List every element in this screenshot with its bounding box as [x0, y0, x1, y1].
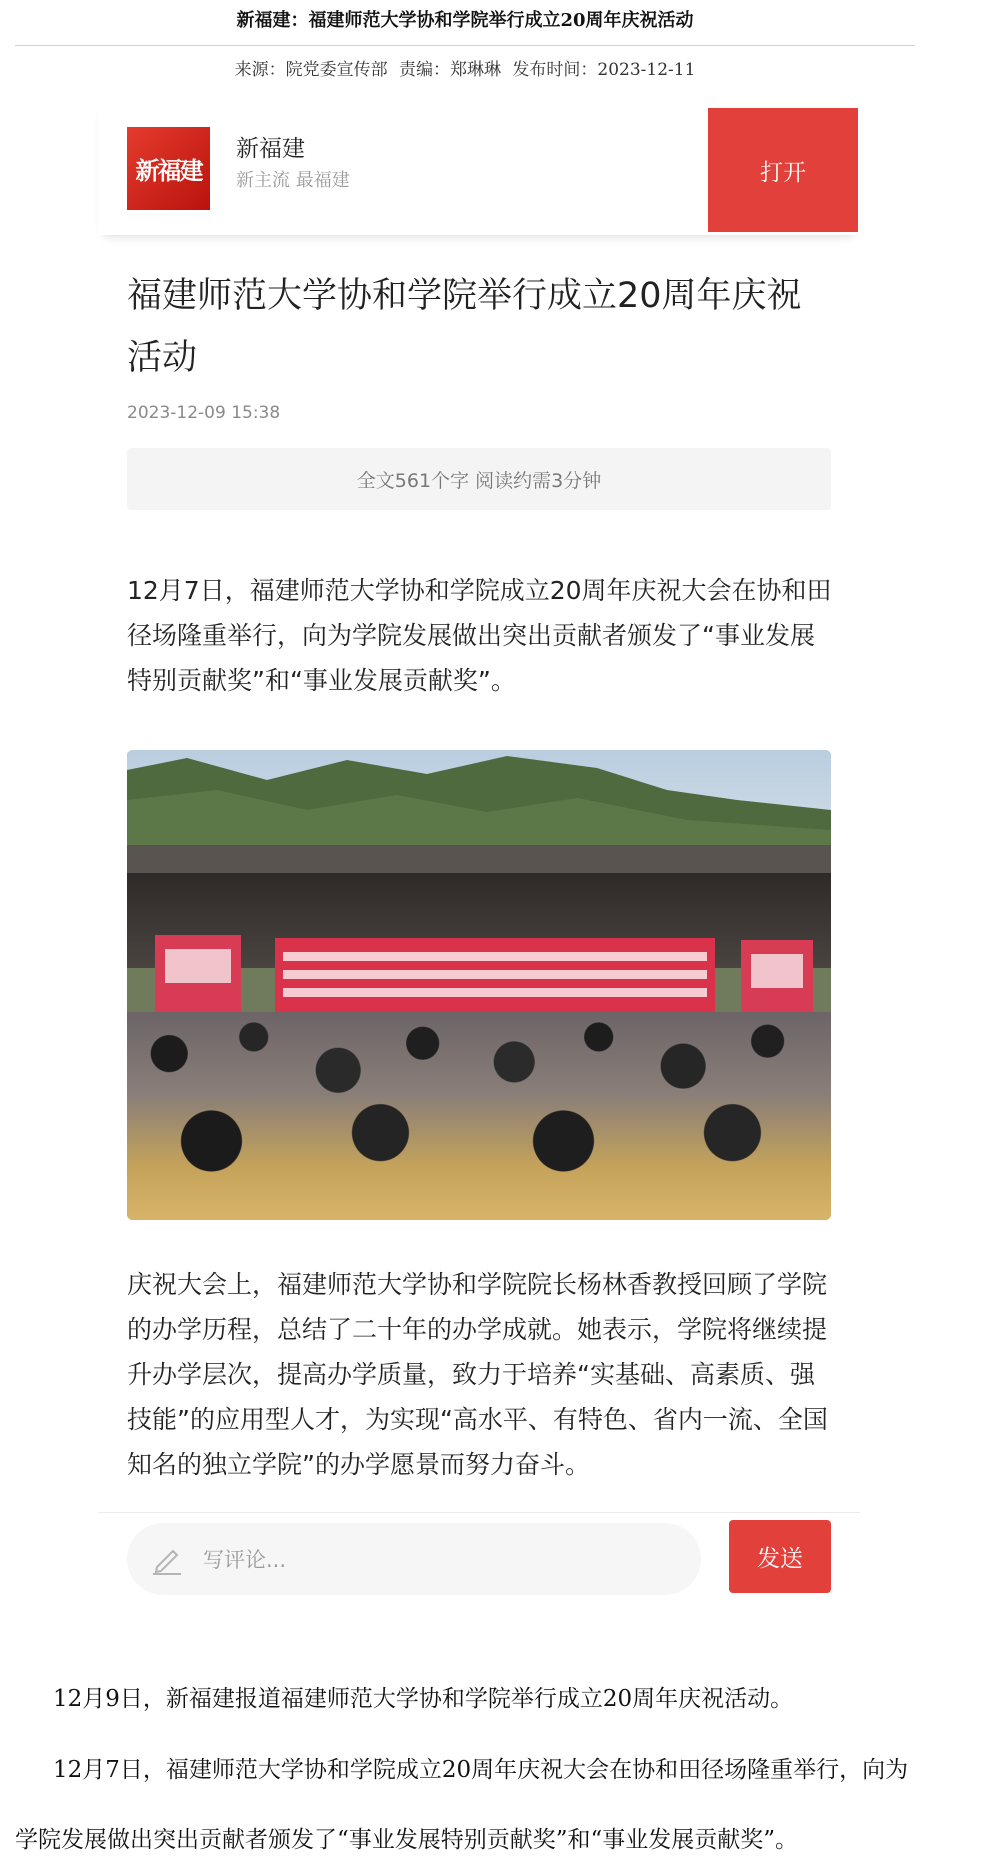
- comment-divider: [98, 1512, 860, 1513]
- comment-input[interactable]: [127, 1523, 701, 1595]
- photo-screen-content: [165, 949, 231, 983]
- photo-crowd: [127, 1012, 831, 1220]
- comment-placeholder: 写评论...: [203, 1548, 287, 1572]
- body-paragraph: 12月9日，新福建报道福建师范大学协和学院举行成立20周年庆祝活动。: [53, 1686, 794, 1712]
- title-divider: [15, 45, 915, 46]
- body-paragraph: 12月7日，福建师范大学协和学院成立20周年庆祝大会在协和田径场隆重举行，向为学院发展做出突出贡献者颁发了“事业发展特别贡献奖”和“事业发展贡献奖”。: [15, 1757, 909, 1853]
- app-screenshot: [98, 100, 860, 1640]
- photo-stage-backdrop: [275, 938, 715, 1016]
- app-slogan: 新主流 最福建: [236, 170, 350, 191]
- meta-source: 来源：院党委宣传部: [234, 60, 388, 80]
- page-title: 新福建：福建师范大学协和学院举行成立20周年庆祝活动: [236, 10, 694, 31]
- pen-icon: [149, 1541, 185, 1577]
- article-time: 2023-12-09 15:38: [127, 403, 281, 423]
- photo-stage-strip: [283, 952, 707, 961]
- photo-stadium-roof: [127, 845, 831, 873]
- app-download-banner: [98, 100, 860, 235]
- photo-stage-strip: [283, 988, 707, 997]
- meta-published: 发布时间：2023-12-11: [512, 60, 696, 80]
- photo-screen-content: [751, 954, 803, 988]
- send-button[interactable]: 发送: [729, 1520, 831, 1593]
- app-name: 新福建: [236, 136, 305, 162]
- open-app-button[interactable]: 打开: [708, 108, 858, 232]
- article-paragraph: 庆祝大会上，福建师范大学协和学院院长杨林香教授回顾了学院的办学历程，总结了二十年的办学成就。她表示，学院将继续提升办学层次，提高办学质量，致力于培养“实基础、高素质、强技能”的应用型人才，为实现“高水平、有特色、省内一流、全国知名的独立学院”的办学愿景而努力奋斗。: [127, 1270, 828, 1479]
- meta-editor: 责编：郑琳琳: [398, 60, 501, 80]
- photo-stage-strip: [283, 970, 707, 979]
- article-paragraph: 12月7日，福建师范大学协和学院成立20周年庆祝大会在协和田径场隆重举行，向为学院发展做出突出贡献者颁发了“事业发展特别贡献奖”和“事业发展贡献奖”。: [127, 576, 832, 695]
- photo-side-screen-left: [155, 935, 241, 1023]
- article-photo: [127, 750, 831, 1220]
- word-count-bar: 全文561个字 阅读约需3分钟: [127, 448, 831, 510]
- article-meta: [0, 55, 930, 80]
- app-logo: 新福建: [127, 127, 210, 210]
- article-title: 福建师范大学协和学院举行成立20周年庆祝活动: [127, 276, 802, 378]
